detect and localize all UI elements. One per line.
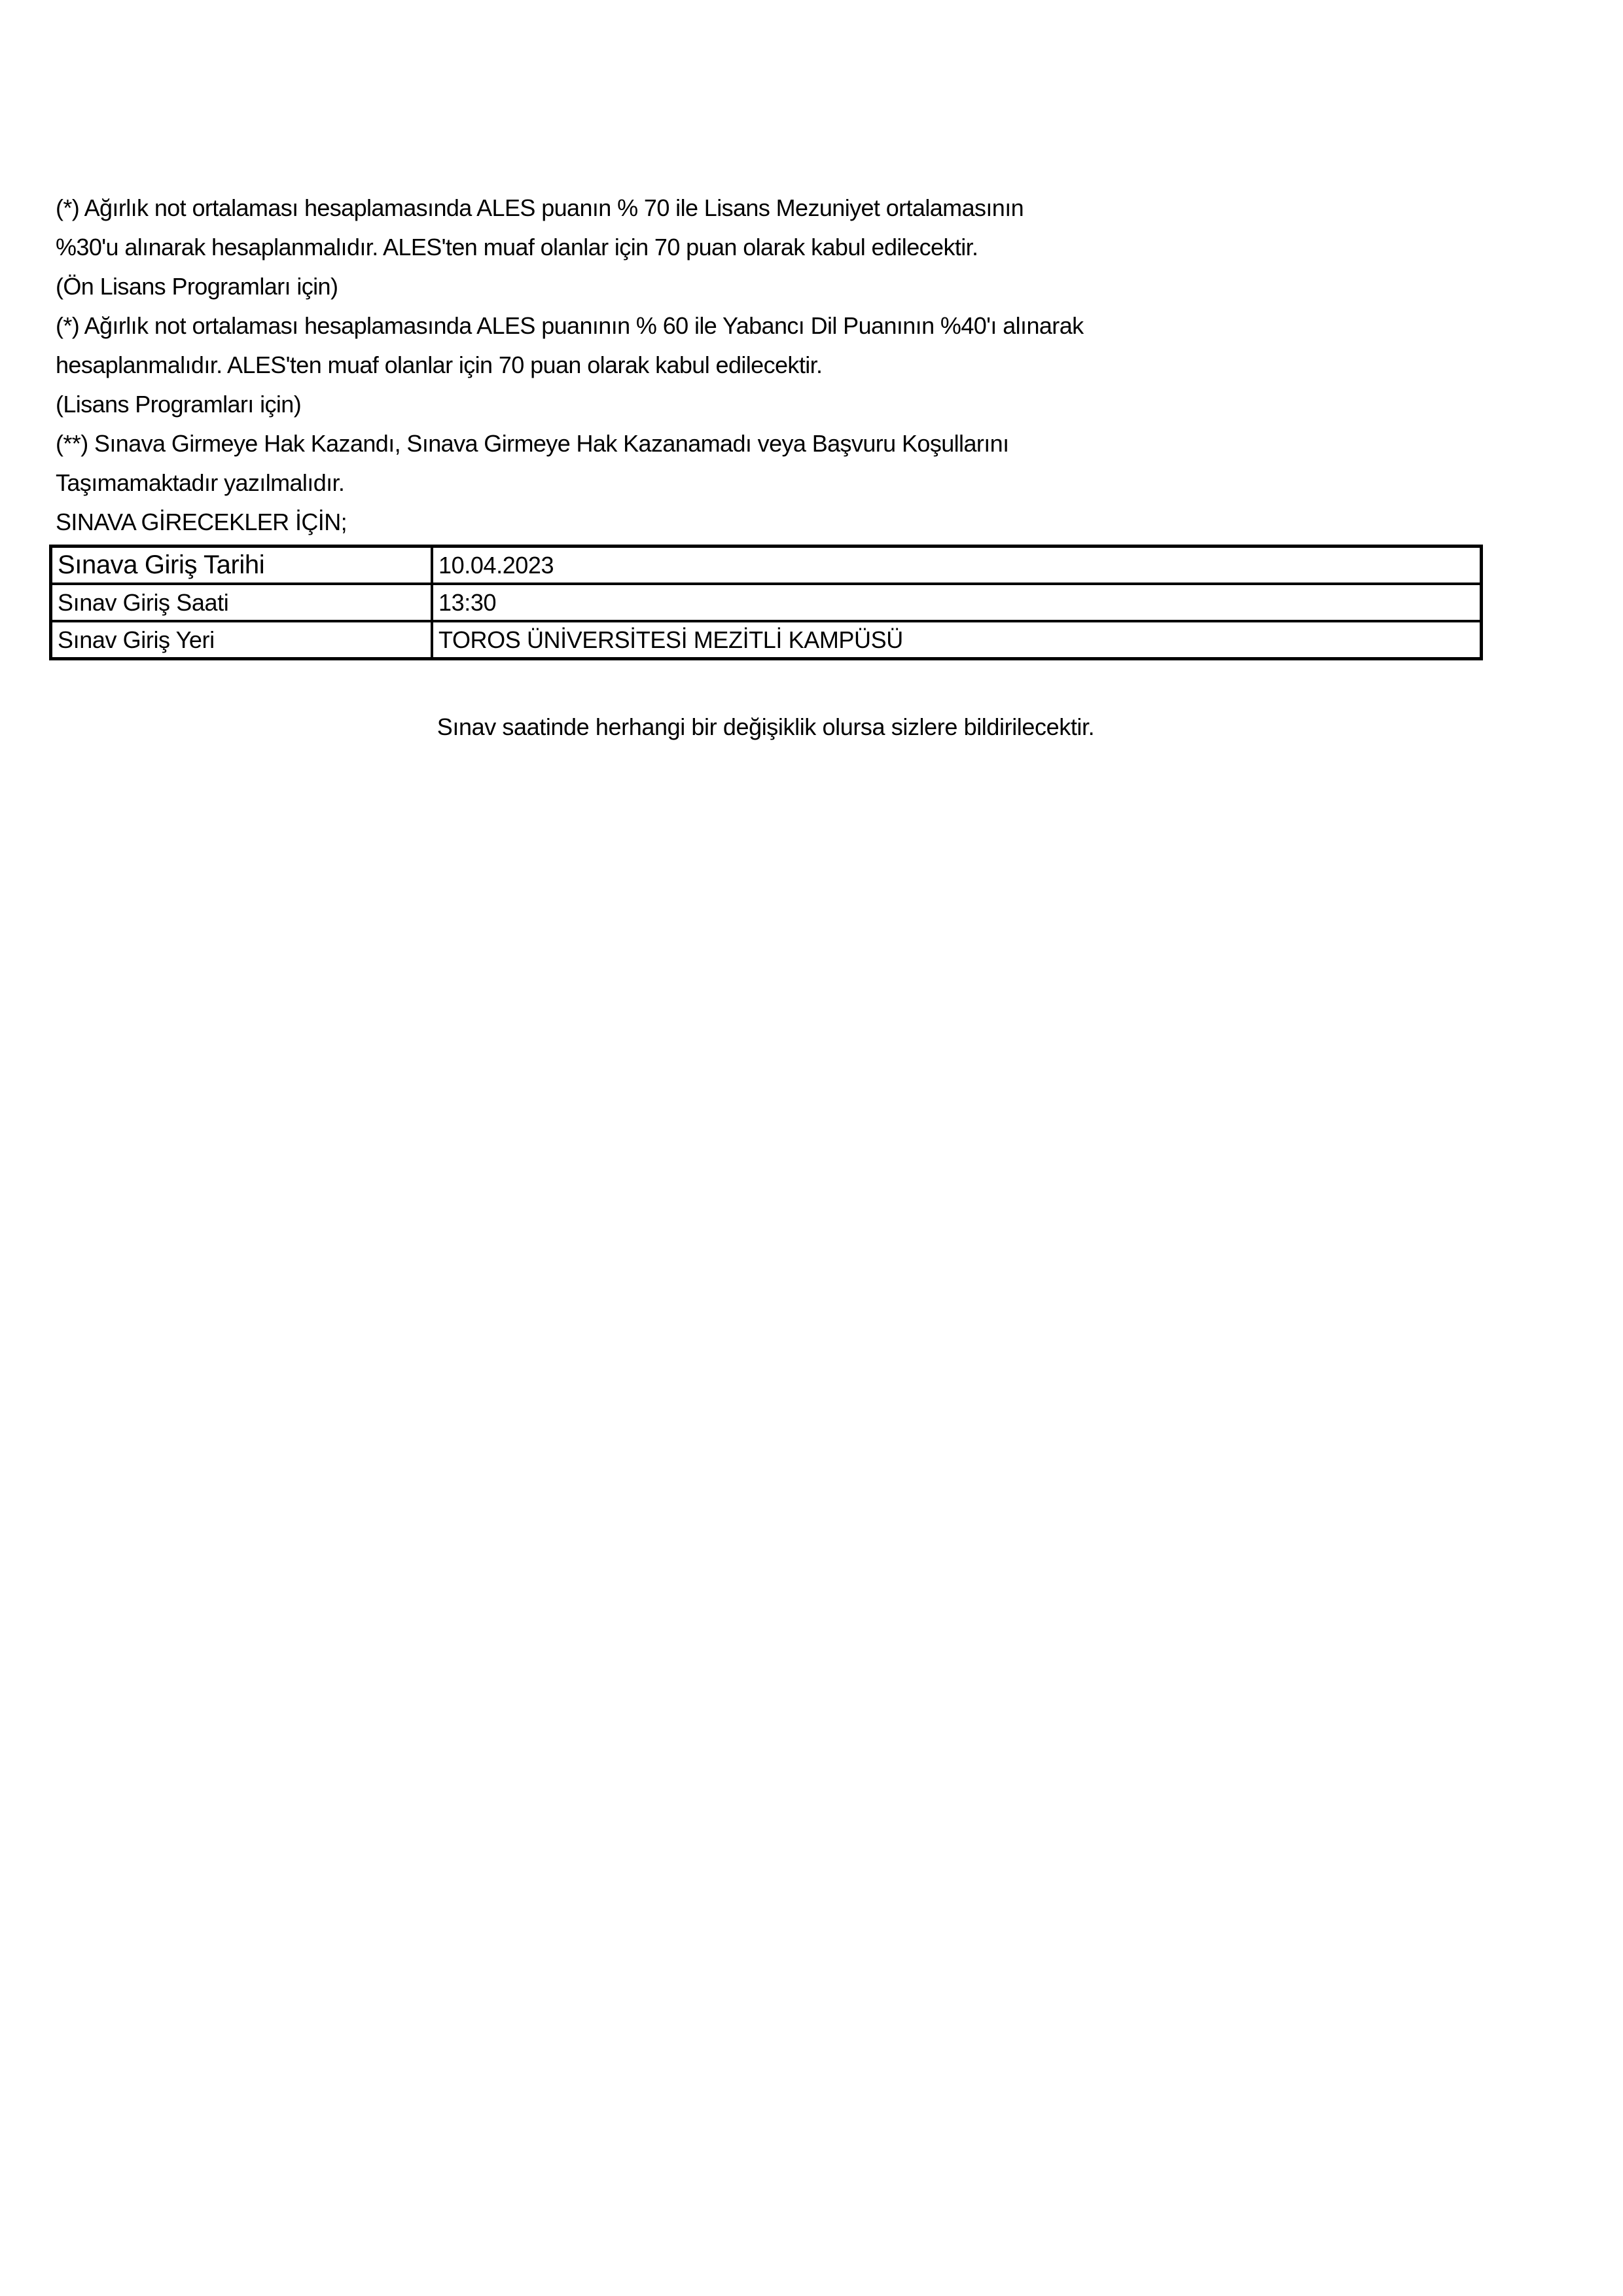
table-row-exam-time bbox=[51, 584, 1482, 621]
note-line-result-status: (**) Sınava Girmeye Hak Kazandı, Sınava Girmeye Hak Kazanamadı veya Başvuru Koşullarını bbox=[56, 430, 1009, 457]
notes-block bbox=[56, 188, 1084, 542]
note-line-onlisans: (Ön Lisans Programları için) bbox=[56, 273, 338, 300]
exam-date-label: Sınava Giriş Tarihi bbox=[51, 547, 433, 584]
exam-location-label: Sınav Giriş Yeri bbox=[51, 621, 433, 659]
table-row-exam-date bbox=[51, 547, 1482, 584]
exam-time-value: 13:30 bbox=[432, 584, 1482, 621]
exam-date-value: 10.04.2023 bbox=[432, 547, 1482, 584]
table-row-exam-location bbox=[51, 621, 1482, 659]
note-line-lisans: (Lisans Programları için) bbox=[56, 391, 302, 418]
exam-info-table bbox=[49, 545, 1483, 660]
section-heading: SINAVA GİRECEKLER İÇİN; bbox=[56, 509, 347, 535]
note-line-result-status-cont: Taşımamaktadır yazılmalıdır. bbox=[56, 469, 345, 496]
note-line-ales-60: (*) Ağırlık not ortalaması hesaplamasında ALES puanının % 60 ile Yabancı Dil Puanının %40'ı alınarak bbox=[56, 312, 1084, 339]
note-line-ales-70-cont: %30'u alınarak hesaplanmalıdır. ALES'ten muaf olanlar için 70 puan olarak kabul edilecektir. bbox=[56, 234, 978, 260]
footer-note: Sınav saatinde herhangi bir değişiklik olursa sizlere bildirilecektir. bbox=[437, 713, 1095, 740]
exam-location-value: TOROS ÜNİVERSİTESİ MEZİTLİ KAMPÜSÜ bbox=[432, 621, 1482, 659]
note-line-ales-70: (*) Ağırlık not ortalaması hesaplamasında ALES puanın % 70 ile Lisans Mezuniyet ortalamasının bbox=[56, 194, 1024, 221]
exam-time-label: Sınav Giriş Saati bbox=[51, 584, 433, 621]
note-line-ales-60-cont: hesaplanmalıdır. ALES'ten muaf olanlar için 70 puan olarak kabul edilecektir. bbox=[56, 351, 823, 378]
